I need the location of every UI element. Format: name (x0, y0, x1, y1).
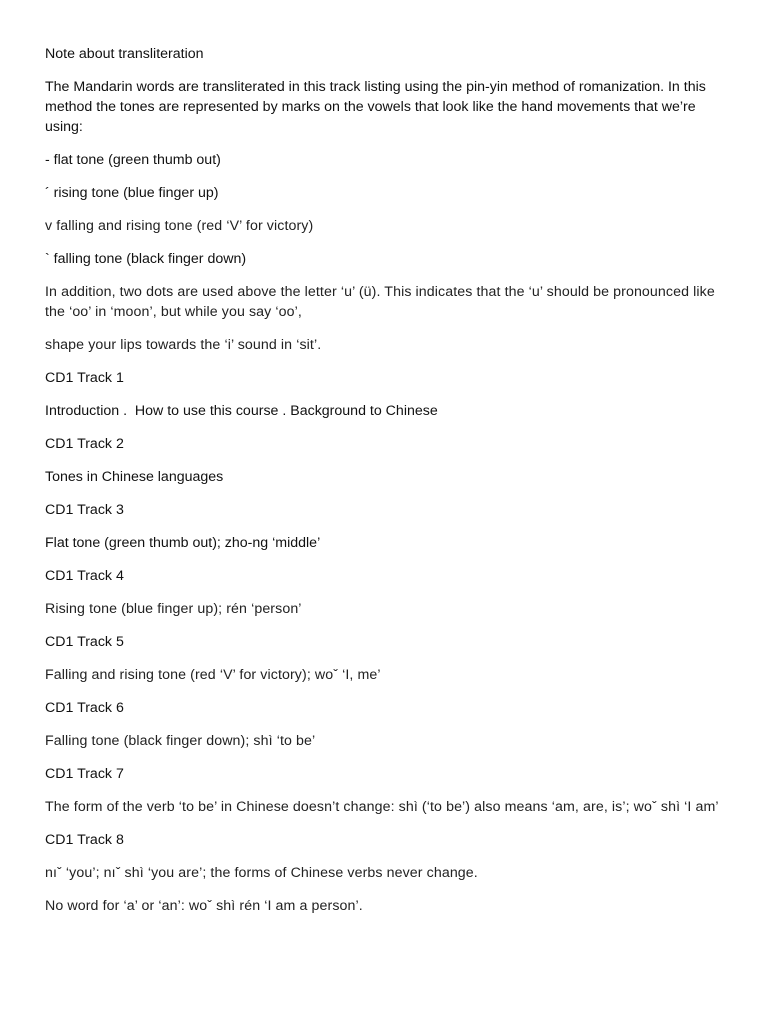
tone-falling-line: ` falling tone (black finger down) (45, 251, 247, 267)
tone-falling-rising-line: v falling and rising tone (red ‘V’ for victory) (45, 218, 314, 234)
track-description: Rising tone (blue finger up); rén ‘person’ (45, 601, 302, 617)
track-heading: CD1 Track 6 (45, 700, 124, 716)
track-description: Falling and rising tone (red ‘V’ for victory); woˇ ‘I, me’ (45, 667, 381, 683)
tone-rising-line: ´ rising tone (blue finger up) (45, 185, 219, 201)
track-heading: CD1 Track 5 (45, 634, 124, 650)
track-heading: CD1 Track 3 (45, 502, 124, 518)
lips-paragraph: shape your lips towards the ‘i’ sound in ‘sit’. (45, 337, 322, 353)
track-description: nıˇ ‘you’; nıˇ shì ‘you are’; the forms of Chinese verbs never change. (45, 865, 478, 881)
track-heading: CD1 Track 7 (45, 766, 124, 782)
section-heading-transliteration: Note about transliteration (45, 46, 204, 62)
track-heading: CD1 Track 2 (45, 436, 124, 452)
tone-flat-line: - flat tone (green thumb out) (45, 152, 221, 168)
track-description: Introduction . How to use this course . Background to Chinese (45, 403, 438, 419)
track-description: No word for ‘a’ or ‘an’: woˇ shì rén ‘I am a person’. (45, 898, 363, 914)
track-heading: CD1 Track 4 (45, 568, 124, 584)
document-page (45, 44, 725, 929)
track-description: The form of the verb ‘to be’ in Chinese doesn’t change: shì (‘to be’) also means ‘am, are, is’; woˇ shì ‘I am’ (45, 799, 719, 815)
track-description: Tones in Chinese languages (45, 469, 224, 485)
umlaut-paragraph: In addition, two dots are used above the letter ‘u’ (ü). This indicates that the ‘u’ should be pronounced like the ‘oo’ in ‘moon’, but while you say ‘oo’, (45, 284, 719, 320)
intro-paragraph: The Mandarin words are transliterated in this track listing using the pin-yin method of romanization. In this method the tones are represented by marks on the vowels that look like the hand movements that we’re using: (45, 79, 710, 135)
track-description: Falling tone (black finger down); shì ‘to be’ (45, 733, 316, 749)
track-heading: CD1 Track 8 (45, 832, 124, 848)
track-description: Flat tone (green thumb out); zho-ng ‘middle’ (45, 535, 321, 551)
track-heading: CD1 Track 1 (45, 370, 124, 386)
